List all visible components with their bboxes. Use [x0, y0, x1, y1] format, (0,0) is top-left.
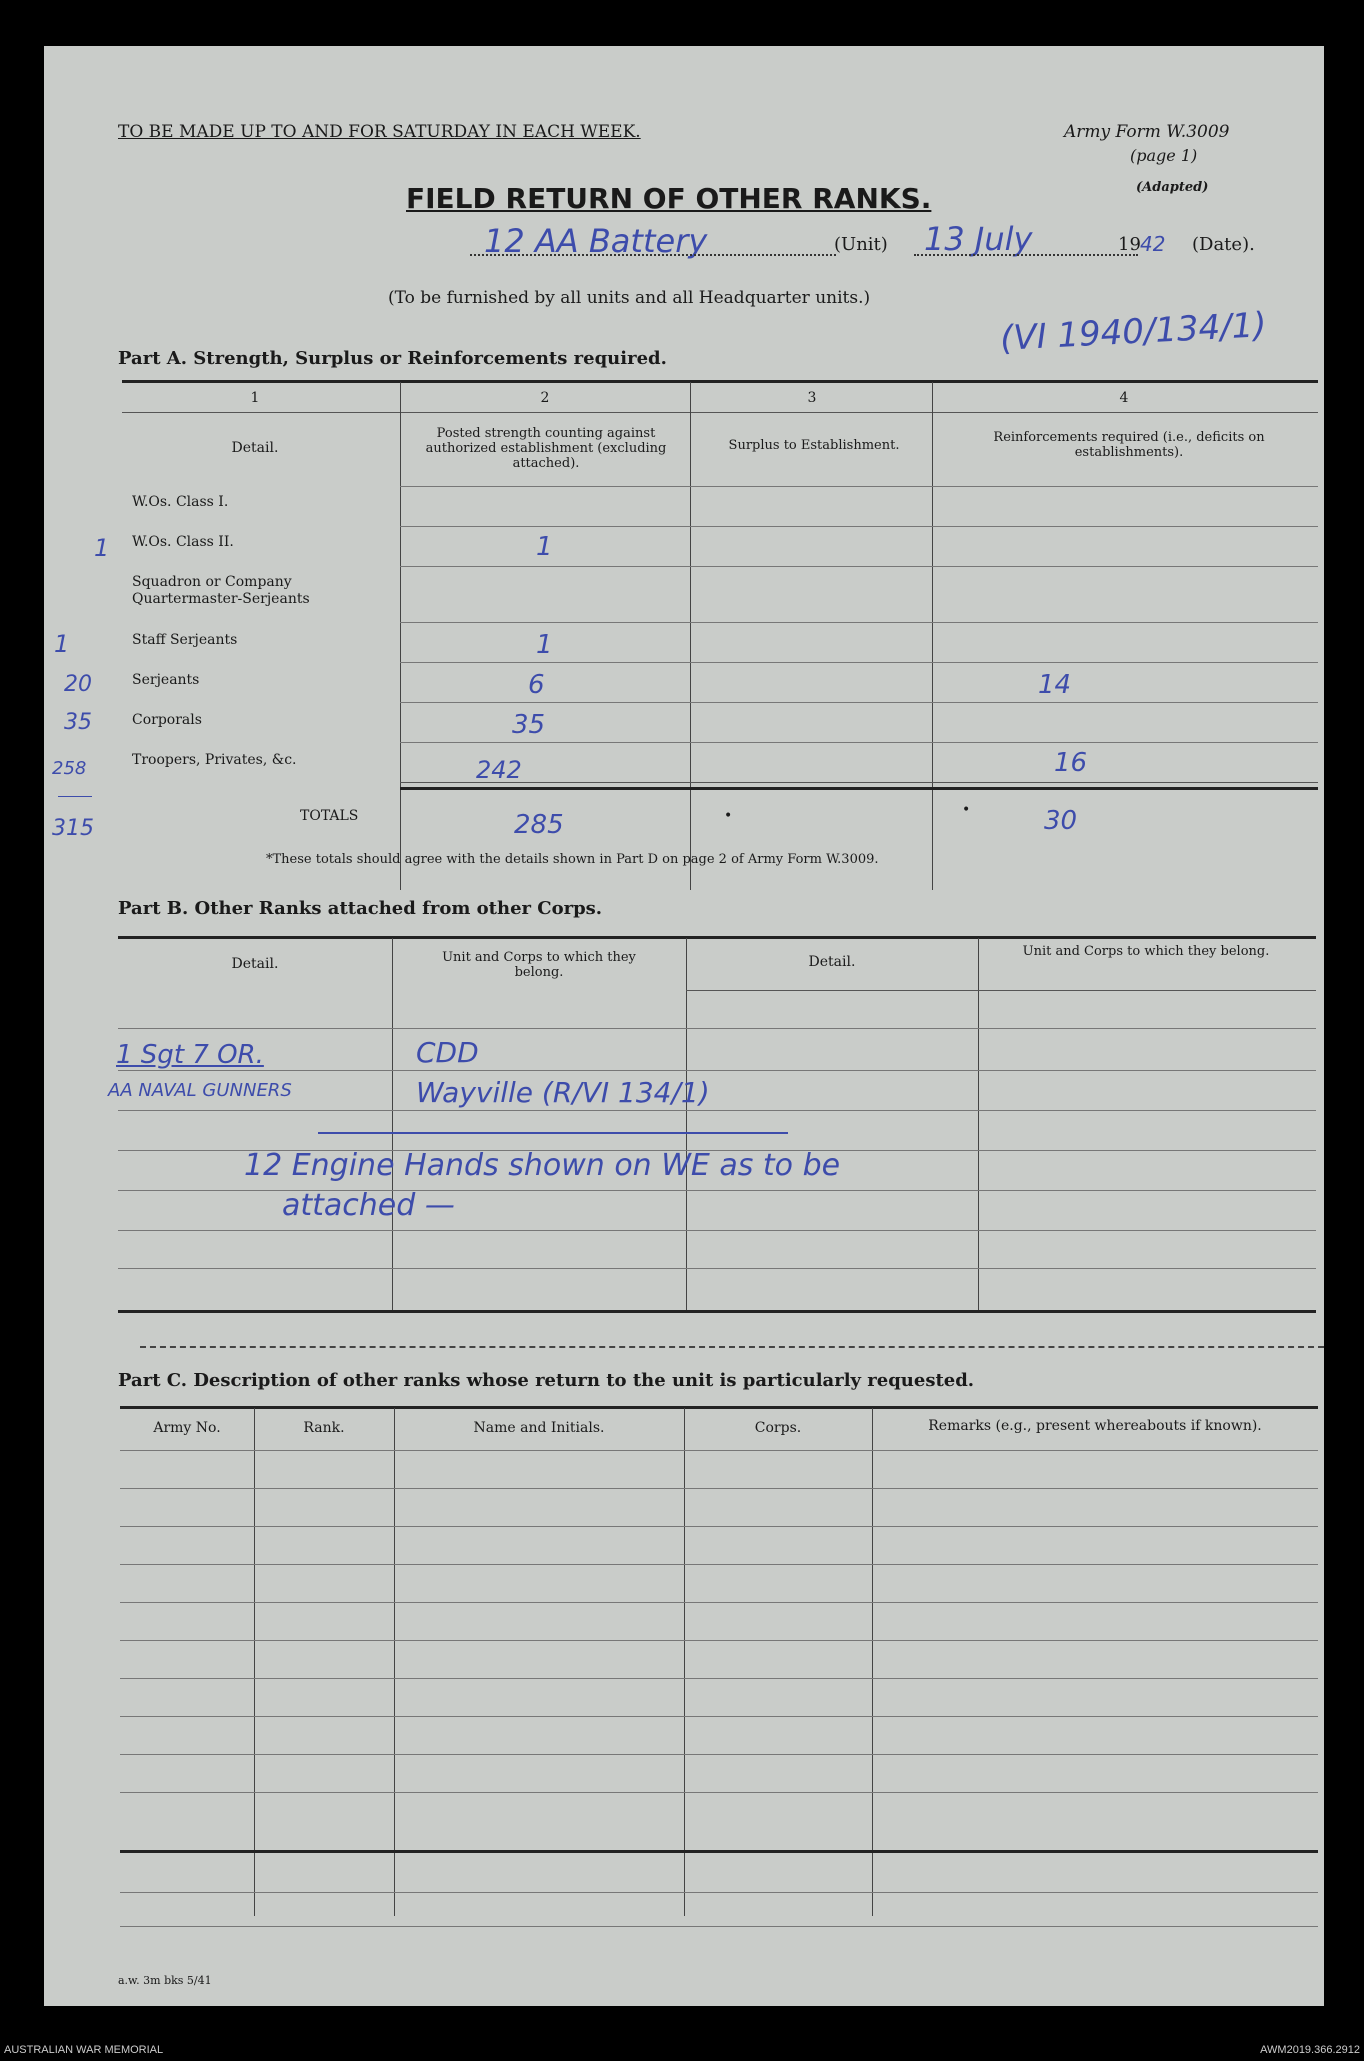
partb-detail-handwritten: 1 Sgt 7 OR.: [116, 1040, 264, 1070]
row-detail-sgt: Serjeants: [132, 672, 200, 688]
col-number-4: 4: [1119, 390, 1129, 406]
print-code: a.w. 3m bks 5/41: [118, 1974, 212, 1987]
partb-col-unit-2: Unit and Corps to which they belong.: [1022, 944, 1270, 959]
partc-col-army-no: Army No.: [153, 1420, 221, 1436]
partb-note-handwritten: 12 Engine Hands shown on WE as to be: [244, 1148, 841, 1183]
partc-col-rank: Rank.: [303, 1420, 345, 1436]
totals-footnote: *These totals should agree with the details shown in Part D on page 2 of Army Form W.3009.: [266, 852, 879, 867]
form-name: Army Form W.3009: [1064, 122, 1230, 142]
col-number-1: 1: [250, 390, 260, 406]
unit-handwritten: 12 AA Battery: [484, 222, 708, 260]
reinf-sgt: 14: [1038, 670, 1072, 700]
posted-wo2: 1: [536, 532, 553, 562]
partb-strike-line: [318, 1132, 788, 1134]
row-detail-cpl: Corporals: [132, 712, 202, 728]
partb-unit-handwritten: Wayville (R/VI 134/1): [416, 1076, 710, 1109]
year-prefix: 19: [1118, 234, 1141, 255]
margin-count: 1: [54, 630, 70, 658]
col-number-2: 2: [540, 390, 550, 406]
date-dotted-line: [914, 254, 1138, 256]
year-handwritten: 42: [1140, 232, 1166, 256]
posted-pte: 242: [476, 756, 522, 784]
totals-posted: 285: [514, 810, 564, 840]
part-a-heading: Part A. Strength, Surplus or Reinforcements required.: [118, 348, 667, 369]
partc-col-corps: Corps.: [754, 1420, 802, 1436]
partb-note-handwritten: attached —: [282, 1188, 455, 1223]
part-b-heading: Part B. Other Ranks attached from other Corps.: [118, 898, 603, 919]
row-detail-wo1: W.Os. Class I.: [132, 494, 229, 510]
footer-left: AUSTRALIAN WAR MEMORIAL: [4, 2044, 164, 2056]
totals-asterisk: •: [962, 802, 971, 818]
margin-count: 1: [94, 534, 110, 562]
col-number-3: 3: [807, 390, 817, 406]
unit-dotted-line: [470, 254, 836, 256]
row-detail-pte: Troopers, Privates, &c.: [132, 752, 297, 768]
partb-col-detail-1: Detail.: [231, 956, 279, 972]
posted-cpl: 35: [512, 710, 546, 740]
date-handwritten: 13 July: [924, 220, 1033, 258]
totals-asterisk: •: [724, 808, 733, 824]
totals-reinf: 30: [1044, 806, 1078, 836]
row-detail-wo2: W.Os. Class II.: [132, 534, 234, 550]
furnish-note: (To be furnished by all units and all Headquarter units.): [388, 288, 871, 308]
partb-detail-handwritten: AA NAVAL GUNNERS: [108, 1080, 292, 1101]
margin-sum-line: [58, 796, 92, 797]
posted-sgt: 6: [528, 670, 545, 700]
archive-footer: [0, 2040, 1364, 2061]
partb-unit-handwritten: CDD: [416, 1036, 479, 1069]
footer-right: AWM2019.366.2912: [1260, 2044, 1360, 2056]
col-header-detail: Detail.: [231, 440, 279, 456]
form-sheet: [44, 46, 1324, 2006]
partc-col-name: Name and Initials.: [473, 1420, 605, 1436]
margin-count: 258: [52, 758, 87, 779]
col-header-surplus: Surplus to Establishment.: [728, 438, 900, 453]
form-adapted: (Adapted): [1136, 180, 1209, 195]
row-detail-ssgt: Staff Serjeants: [132, 632, 238, 648]
partc-col-remarks: Remarks (e.g., present whereabouts if known).: [928, 1418, 1262, 1434]
page-title: FIELD RETURN OF OTHER RANKS.: [406, 182, 932, 215]
margin-count: 315: [52, 816, 94, 841]
date-label: (Date).: [1192, 234, 1255, 255]
perforation-line: [140, 1346, 1324, 1348]
partb-col-unit-1: Unit and Corps to which they belong.: [442, 950, 636, 980]
part-c-heading: Part C. Description of other ranks whose return to the unit is particularly requested.: [118, 1370, 975, 1391]
margin-count: 35: [64, 710, 92, 735]
row-detail-cqms: Squadron or Company Quartermaster-Serjeants: [132, 574, 310, 607]
reinf-pte: 16: [1054, 748, 1088, 778]
totals-label: TOTALS: [300, 808, 359, 824]
form-page: (page 1): [1130, 146, 1198, 165]
reference-handwritten: (VI 1940/134/1): [999, 305, 1268, 359]
margin-count: 20: [64, 672, 92, 697]
instruction-text: TO BE MADE UP TO AND FOR SATURDAY IN EACH WEEK.: [118, 122, 641, 142]
posted-ssgt: 1: [536, 630, 553, 660]
unit-label: (Unit): [834, 234, 888, 255]
col-header-reinf: Reinforcements required (i.e., deficits on establishments).: [993, 430, 1265, 460]
col-header-posted: Posted strength counting against authorized establishment (excluding attached).: [425, 426, 667, 471]
partb-col-detail-2: Detail.: [808, 954, 856, 970]
